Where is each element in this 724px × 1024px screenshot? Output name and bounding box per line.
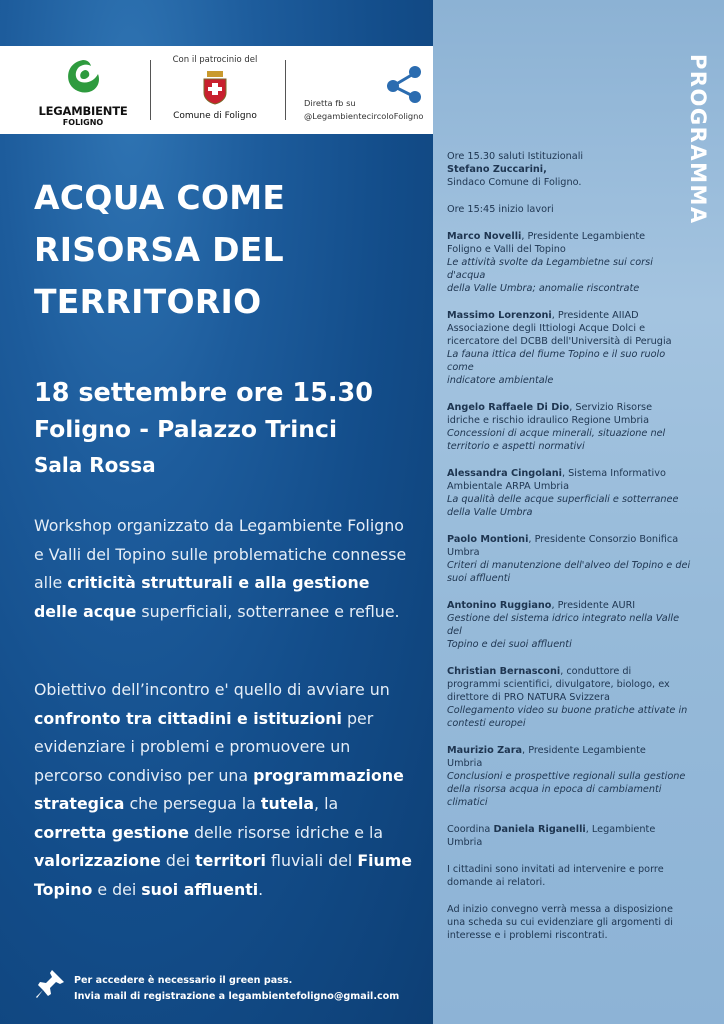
program-text: , Presidente AURI (551, 600, 636, 611)
program-line (447, 929, 692, 942)
talk-title: territorio e aspetti normativi (447, 441, 585, 452)
program-line (447, 783, 692, 796)
paragraph-text: fluviali del (265, 851, 358, 870)
program-item (447, 599, 692, 651)
program-line (447, 480, 692, 493)
event-room: Sala Rossa (34, 453, 156, 477)
green-pass-notice: Per accedere è necessario il green pass. (74, 975, 293, 986)
program-text: , Presidente AIIAD (551, 310, 639, 321)
program-line (447, 243, 692, 256)
program-line (447, 876, 692, 889)
highlight-text: valorizzazione (34, 851, 161, 870)
paragraph-text: per evidenziare i problemi e promuovere un percorso condiviso per una (34, 708, 374, 785)
program-line (447, 559, 692, 572)
program-text: Ambientale ARPA Umbria (447, 481, 570, 492)
program-line (447, 256, 692, 282)
event-place: Foligno - Palazzo Trinci (34, 415, 338, 443)
divider (285, 60, 286, 120)
program-line (447, 440, 692, 453)
program-text: Sindaco Comune di Foligno. (447, 177, 582, 188)
program-line (447, 757, 692, 770)
speaker-name: Stefano Zuccarini, (447, 164, 547, 175)
program-line (447, 770, 692, 783)
legambiente-swan-icon (63, 58, 103, 96)
highlight-text: suoi affluenti (141, 879, 259, 899)
comune-patronage (160, 46, 270, 134)
program-line (447, 572, 692, 585)
paragraph-text: che persegua la (124, 794, 261, 813)
program-text: Umbria (447, 837, 483, 848)
header-logo-bar (0, 46, 433, 134)
legambiente-name: LEGAMBIENTE (38, 104, 128, 118)
program-line (447, 796, 692, 809)
program-item (447, 467, 692, 519)
speaker-name: Angelo Raffaele Di Dio (447, 402, 570, 413)
talk-title: della Valle Umbra (447, 507, 533, 518)
highlight-text: confronto tra cittadini e istituzioni (34, 708, 342, 728)
speaker-name: Paolo Montioni (447, 534, 529, 545)
speaker-name: Alessandra Cingolani (447, 468, 562, 479)
program-line (447, 916, 692, 929)
program-text: , Presidente Legambiente (521, 231, 646, 242)
talk-title: La fauna ittica del fiume Topino e il suo ruolo come (447, 349, 666, 373)
program-line (447, 665, 692, 678)
talk-title: Conclusioni e prospettive regionali sulla gestione (447, 771, 686, 782)
program-text: , Presidente Legambiente (522, 745, 646, 756)
paragraph-text: dei (160, 851, 196, 870)
program-line (447, 203, 692, 216)
highlight-text: corretta gestione (34, 822, 189, 842)
talk-title: Criteri di manutenzione dell'alveo del Topino e dei (447, 560, 691, 571)
registration-email[interactable]: Invia mail di registrazione a legambientefoligno@gmail.com (74, 991, 400, 1002)
talk-title: della Valle Umbra; anomalie riscontrate (447, 283, 640, 294)
speaker-name: Marco Novelli (447, 231, 522, 242)
program-line (447, 348, 692, 374)
talk-title: La qualità delle acque superficiali e sotterranee (447, 494, 679, 505)
program-line (447, 506, 692, 519)
program-line (447, 678, 692, 691)
program-text: I cittadini sono invitati ad intervenire e porre (447, 864, 664, 875)
highlight-text: criticità strutturali e alla gestione delle acque (34, 573, 370, 621)
program-text: domande ai relatori. (447, 877, 546, 888)
program-text: Associazione degli Ittiologi Acque Dolci e (447, 323, 646, 334)
program-text: , conduttore di (560, 666, 632, 677)
paragraph-text: . (258, 879, 264, 899)
program-line (447, 335, 692, 348)
diretta-label: Diretta fb su (304, 98, 356, 108)
program-text: una scheda su cui evidenziare gli argomenti di (447, 917, 673, 928)
talk-title: della risorsa acqua in epoca di cambiamenti (447, 784, 662, 795)
program-item (447, 150, 692, 189)
program-line (447, 638, 692, 651)
program-item (447, 230, 692, 295)
legambiente-logo (28, 46, 138, 134)
divider (150, 60, 151, 120)
program-text: Ore 15:45 inizio lavori (447, 204, 554, 215)
talk-title: Collegamento video su buone pratiche attivate in (447, 705, 688, 716)
program-line (447, 704, 692, 717)
program-text: Umbria (447, 758, 483, 769)
footer-notice (74, 973, 399, 1005)
program-text: interesse e i problemi riscontrati. (447, 930, 608, 941)
pin-icon (34, 968, 66, 1000)
comune-label: Comune di Foligno (173, 111, 257, 121)
share-icon (382, 64, 426, 104)
speaker-name: Daniela Riganelli (493, 824, 586, 835)
comune-crest-icon (200, 69, 230, 105)
highlight-text: programmazione strategica (34, 765, 404, 813)
program-item (447, 863, 692, 889)
program-item (447, 533, 692, 585)
talk-title: suoi affluenti (447, 573, 511, 584)
program-line (447, 374, 692, 387)
objective-paragraph (34, 676, 414, 904)
talk-title: indicatore ambientale (447, 375, 554, 386)
talk-title: Gestione del sistema idrico integrato nella Valle del (447, 613, 680, 637)
program-text: , Servizio Risorse (569, 402, 653, 413)
program-item (447, 203, 692, 216)
paragraph-text: Obiettivo dell’incontro e' quello di avviare un (34, 680, 390, 699)
paragraph-text: e dei (92, 879, 142, 899)
program-line (447, 150, 692, 163)
paragraph-text: superficiali, sotterranee e reflue. (136, 601, 400, 621)
talk-title: Le attività svolte da Legambietne sui corsi d'acqua (447, 257, 653, 281)
facebook-live-info (300, 46, 430, 134)
title-line: RISORSA DEL (34, 230, 284, 269)
talk-title: contesti europei (447, 718, 526, 729)
program-text: Foligno e Valli del Topino (447, 244, 566, 255)
program-line (447, 309, 692, 322)
program-text: Ore 15.30 saluti Istituzionali (447, 151, 584, 162)
program-text: idriche e rischio idraulico Regione Umbria (447, 415, 650, 426)
talk-title: climatici (447, 797, 488, 808)
patronage-label: Con il patrocinio del (172, 55, 258, 65)
program-line (447, 546, 692, 559)
program-text: direttore di PRO NATURA Svizzera (447, 692, 610, 703)
facebook-handle[interactable]: @LegambientecircoloFoligno (304, 111, 424, 121)
program-item (447, 823, 692, 849)
program-line (447, 533, 692, 546)
program-line (447, 163, 692, 176)
legambiente-sub: FOLIGNO (62, 118, 104, 127)
program-line (447, 691, 692, 704)
program-line (447, 744, 692, 757)
talk-title: Topino e dei suoi affluenti (447, 639, 572, 650)
event-date: 18 settembre ore 15.30 (34, 378, 374, 408)
speaker-name: Antonino Ruggiano (447, 600, 552, 611)
program-text: ricercatore del DCBB dell'Università di Perugia (447, 336, 672, 347)
program-line (447, 176, 692, 189)
program-line (447, 599, 692, 612)
program-item (447, 665, 692, 730)
highlight-text: Fiume Topino (34, 851, 412, 899)
highlight-text: territori (195, 851, 266, 870)
program-line (447, 717, 692, 730)
program-text: , Presidente Consorzio Bonifica (528, 534, 679, 545)
program-text: programmi scientifici, divulgatore, biologo, ex (447, 679, 670, 690)
program-line (447, 493, 692, 506)
paragraph-text: delle risorse idriche e la (188, 822, 384, 842)
title-line: ACQUA COME (34, 178, 286, 217)
program-item (447, 309, 692, 387)
event-title (34, 172, 424, 328)
title-line: TERRITORIO (34, 282, 262, 321)
highlight-text: tutela (260, 794, 315, 813)
program-text: Ad inizio convegno verrà messa a disposizione (447, 904, 673, 915)
program-list (447, 150, 692, 956)
program-line (447, 836, 692, 849)
program-text: Coordina (447, 824, 494, 835)
talk-title: Concessioni di acque minerali, situazione nel (447, 428, 666, 439)
program-item (447, 401, 692, 453)
speaker-name: Christian Bernasconi (447, 666, 561, 677)
paragraph-text: , la (314, 794, 339, 813)
program-line (447, 903, 692, 916)
program-line (447, 427, 692, 440)
programma-heading: PROGRAMMA (686, 54, 710, 225)
description-paragraph (34, 512, 414, 626)
program-line (447, 282, 692, 295)
paragraph-text: Workshop organizzato da Legambiente Foligno e Valli del Topino sulle problematiche connesse alle (34, 516, 407, 592)
program-line (447, 863, 692, 876)
speaker-name: Maurizio Zara (447, 745, 523, 756)
program-line (447, 414, 692, 427)
program-text: , Sistema Informativo (561, 468, 666, 479)
program-text: Umbra (447, 547, 480, 558)
speaker-name: Massimo Lorenzoni (447, 310, 552, 321)
program-line (447, 322, 692, 335)
program-item (447, 744, 692, 809)
program-line (447, 467, 692, 480)
program-line (447, 230, 692, 243)
program-text: , Legambiente (585, 824, 656, 835)
program-line (447, 612, 692, 638)
program-line (447, 401, 692, 414)
program-line (447, 823, 692, 836)
program-item (447, 903, 692, 942)
